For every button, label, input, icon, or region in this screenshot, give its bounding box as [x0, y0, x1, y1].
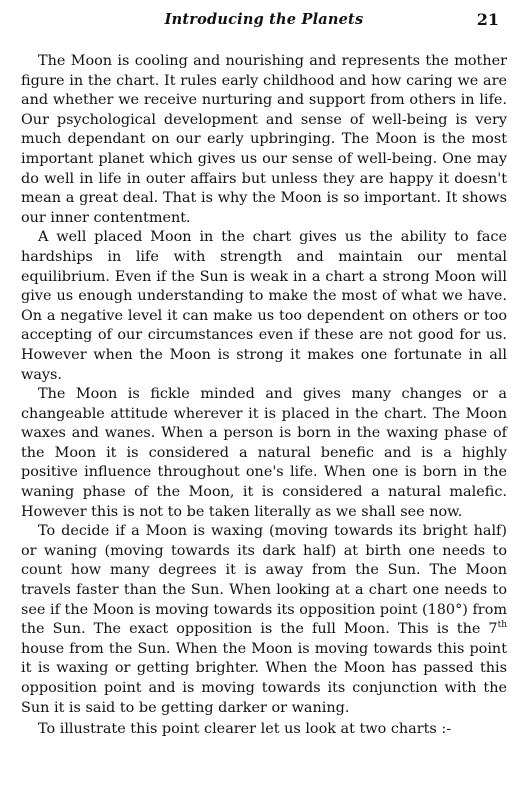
- paragraph-moon-nourishing: The Moon is cooling and nourishing and represents the mother figure in the chart. It rules early childhood and how caring we are and whether we receive nurturing and support from others in life. Our psychological development and sense of well-being is very much dependant on our early upbringing. The Moon is the most important planet which gives us our sense of well-being. One may do well in life in outer affairs but unless they are happy it doesn't mean a great deal. That is why the Moon is so important. It shows our inner contentment.: [21, 53, 507, 226]
- paragraph-waxing-waning-text-b: house from the Sun. When the Moon is moving towards this point it is waxing or getting brighter. When the Moon has passed this opposition point and is moving towards its conjunction with the Sun it is said to be getting darker or waning.: [21, 640, 507, 716]
- body-text: [21, 52, 507, 740]
- paragraph-waxing-waning: [21, 522, 507, 718]
- page-header: [21, 8, 507, 38]
- page-number: 21: [476, 10, 499, 29]
- closing-line: To illustrate this point clearer let us look at two charts :-: [38, 721, 452, 738]
- running-title: Introducing the Planets: [164, 11, 364, 28]
- paragraph-well-placed-moon: A well placed Moon in the chart gives us the ability to face hardships in life with strength and maintain our mental equilibrium. Even if the Sun is weak in a chart a strong Moon will give us enough understanding to make the most of what we have. On a negative level it can make us too dependent on others or too accepting of our circumstances even if these are not good for us. However when the Moon is strong it makes one fortunate in all ways.: [21, 229, 507, 383]
- paragraph-waxing-waning-text-a: To decide if a Moon is waxing (moving towards its bright half) or waning (moving towards its dark half) at birth one needs to count how many degrees it is away from the Sun. The Moon travels faster than the Sun. When looking at a chart one needs to see if the Moon is moving towards its opposition point (180°) from the Sun. The exact opposition is the full Moon. This is the 7: [21, 523, 507, 638]
- paragraph-moon-fickle: The Moon is fickle minded and gives many changes or a changeable attitude wherever it is placed in the chart. The Moon waxes and wanes. When a person is born in the waxing phase of the Moon it is considered a natural benefic and is a highly positive influence throughout one's life. When one is born in the waning phase of the Moon, it is considered a natural malefic. However this is not to be taken literally as we shall see now.: [21, 386, 507, 520]
- superscript-th: th: [497, 620, 507, 631]
